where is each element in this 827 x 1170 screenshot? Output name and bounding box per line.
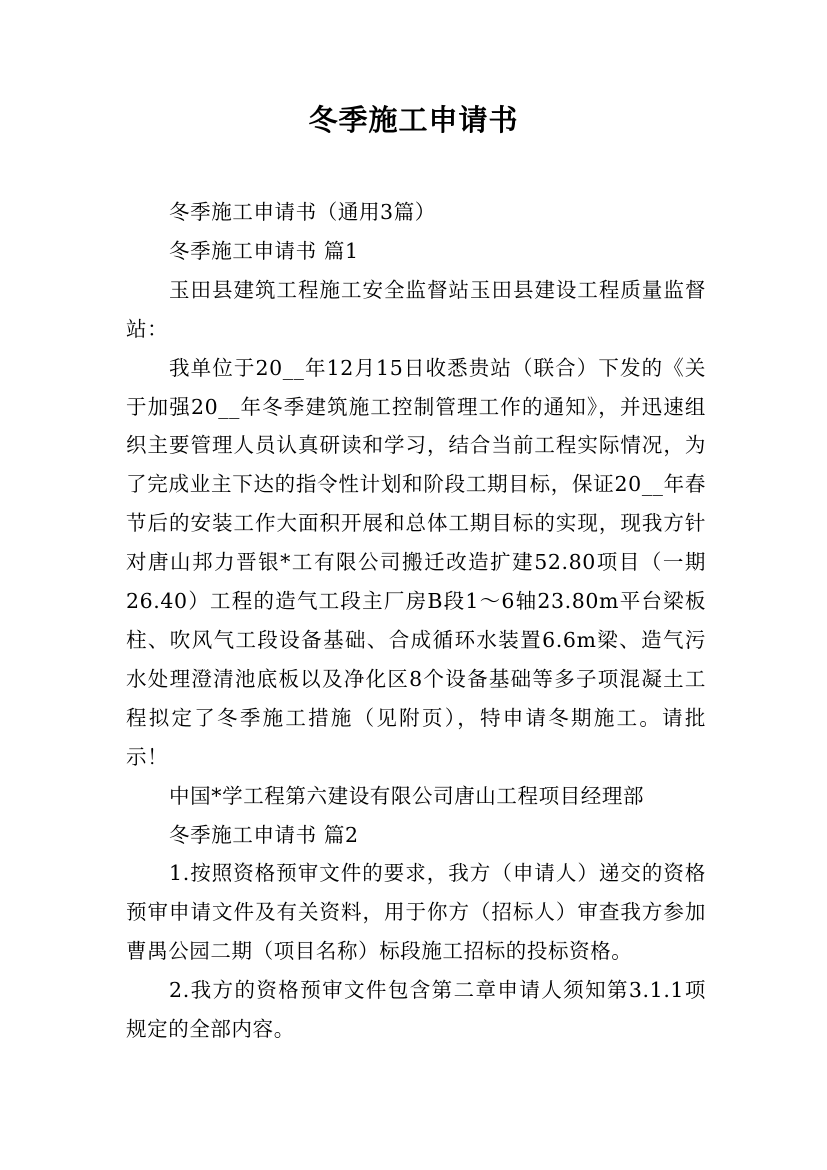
paragraph-item-1: 1.按照资格预审文件的要求，我方（申请人）递交的资格预审申请文件及有关资料，用于你方（招标人）审查我方参加曹禺公园二期（项目名称）标段施工招标的投标资格。 [126, 861, 706, 964]
paragraph-signature: 中国*学工程第六建设有限公司唐山工程项目经理部 [169, 783, 645, 808]
paragraph-subtitle: 冬季施工申请书（通用3篇） [169, 200, 436, 224]
paragraph-section-1-heading: 冬季施工申请书 篇1 [169, 238, 359, 263]
paragraph-item-2: 2.我方的资格预审文件包含第二章申请人须知第3.1.1项规定的全部内容。 [126, 978, 706, 1042]
document-body [126, 193, 706, 1049]
document-title: 冬季施工申请书 [308, 103, 519, 137]
paragraph-section-2-heading: 冬季施工申请书 篇2 [169, 822, 359, 847]
paragraph-addressee: 玉田县建筑工程施工安全监督站玉田县建设工程质量监督站： [126, 277, 706, 341]
paragraph-main-body: 我单位于20__年12月15日收悉贵站（联合）下发的《关于加强20__年冬季建筑施工控制管理工作的通知》，并迅速组织主要管理人员认真研读和学习，结合当前工程实际情况，为了完成业主下达的指令性计划和阶段工期目标，保证20__年春节后的安装工作大面积开展和总体工期目标的实现，现我方针对唐山邦力晋银*工有限公司搬迁改造扩建52.80项目（一期26.40）工程的造气工段主厂房B段1～6轴23.80m平台梁板柱、吹风气工段设备基础、合成循环水装置6.6m梁、造气污水处理澄清池底板以及净化区8个设备基础等多子项混凝土工程拟定了冬季施工措施（见附页），特申请冬期施工。请批示！ [126, 355, 706, 769]
